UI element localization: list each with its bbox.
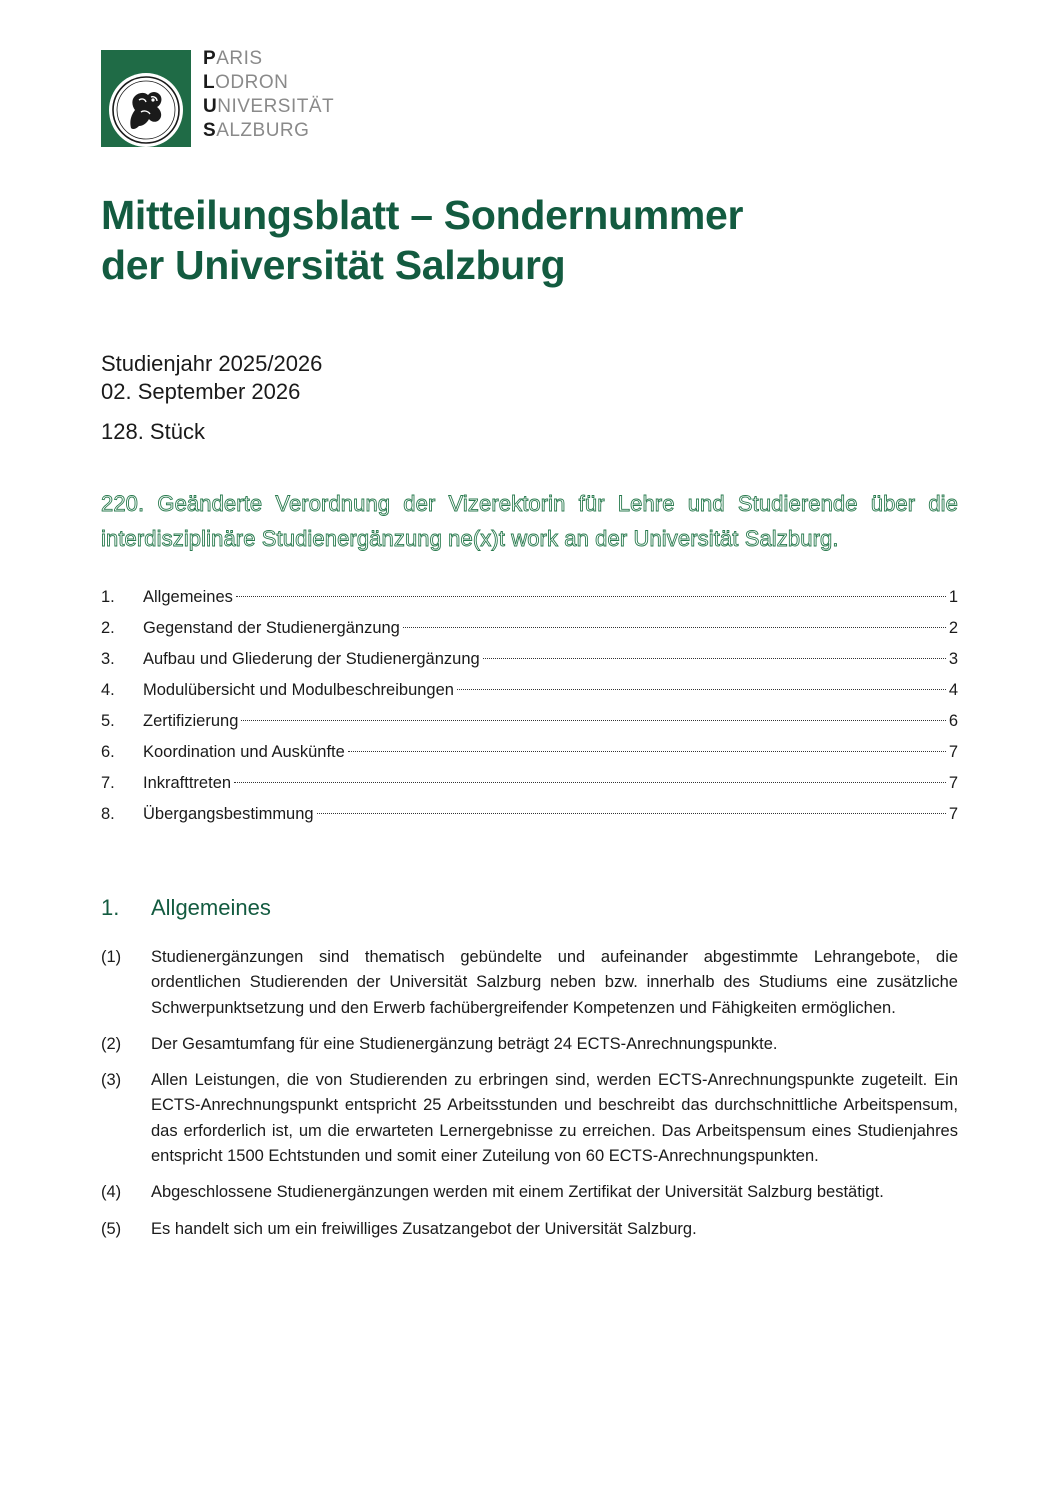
- toc-label: Übergangsbestimmung: [143, 805, 314, 823]
- toc-number: 1.: [101, 588, 115, 606]
- paragraph-text: Der Gesamtumfang für eine Studienergänzung beträgt 24 ECTS-Anrechnungspunkte.: [151, 1034, 778, 1053]
- toc-leader: [236, 596, 946, 597]
- toc-label: Inkrafttreten: [143, 774, 232, 792]
- toc-leader: [457, 689, 946, 690]
- toc-label: Koordination und Auskünfte: [143, 743, 345, 761]
- wordmark-line: PARIS: [203, 48, 263, 69]
- title-line-1: Mitteilungsblatt – Sondernummer: [101, 192, 744, 238]
- toc-entry[interactable]: [101, 739, 958, 770]
- toc-entry[interactable]: [101, 584, 958, 615]
- section-heading: [101, 893, 271, 923]
- document-title: [101, 190, 1001, 290]
- paragraph-number: (1): [101, 948, 122, 966]
- toc-number: 3.: [101, 650, 115, 668]
- section-number: 1.: [101, 895, 120, 920]
- issue-number: 128. Stück: [101, 419, 205, 444]
- toc-entry[interactable]: [101, 770, 958, 801]
- paragraph-text: Abgeschlossene Studienergänzungen werden mit einem Zertifikat der Universität Salzburg bestätigt.: [151, 1183, 884, 1202]
- toc-page: 7: [948, 805, 958, 823]
- paragraph: [101, 945, 958, 1021]
- toc-leader: [348, 751, 946, 752]
- toc-label: Modulübersicht und Modulbeschreibungen: [143, 681, 454, 699]
- toc-number: 8.: [101, 805, 115, 823]
- paragraph-text: Es handelt sich um ein freiwilliges Zusatzangebot der Universität Salzburg.: [151, 1219, 697, 1238]
- toc-leader: [403, 627, 946, 628]
- wordmark-line: SALZBURG: [203, 120, 310, 141]
- toc-page: 3: [948, 650, 958, 668]
- wordmark-line: UNIVERSITÄT: [203, 96, 335, 117]
- paragraph-number: (4): [101, 1183, 122, 1202]
- paragraph: [101, 1217, 958, 1242]
- toc-entry[interactable]: [101, 708, 958, 739]
- toc-entry[interactable]: [101, 801, 958, 832]
- announcement-heading: 220. Geänderte Verordnung der Vizerektorin für Lehre und Studierende über die interdisziplinäre Studienergänzung ne(x)t work an der Universität Salzburg.: [101, 491, 958, 551]
- university-wordmark: [203, 47, 334, 143]
- toc-leader: [234, 782, 946, 783]
- toc-label: Allgemeines: [143, 588, 233, 606]
- paragraph: [101, 1180, 958, 1205]
- toc-entry[interactable]: [101, 615, 958, 646]
- toc-number: 2.: [101, 619, 115, 637]
- toc-entry[interactable]: [101, 646, 958, 677]
- toc-number: 4.: [101, 681, 115, 699]
- toc-number: 5.: [101, 712, 115, 730]
- toc-page: 7: [948, 774, 958, 792]
- toc-leader: [317, 813, 946, 814]
- toc-number: 6.: [101, 743, 115, 761]
- toc-page: 7: [948, 743, 958, 761]
- toc-page: 2: [948, 619, 958, 637]
- paragraph: [101, 1068, 958, 1169]
- paragraph-number: (3): [101, 1071, 122, 1090]
- toc-leader: [241, 720, 945, 721]
- table-of-contents: [101, 584, 958, 832]
- paragraph-number: (5): [101, 1219, 122, 1238]
- wordmark-line: LODRON: [203, 72, 289, 93]
- toc-entry[interactable]: [101, 677, 958, 708]
- toc-page: 1: [948, 588, 958, 606]
- toc-page: 6: [948, 712, 958, 730]
- paragraph: [101, 1032, 958, 1057]
- paragraph-number: (2): [101, 1034, 122, 1053]
- academic-year: Studienjahr 2025/2026: [101, 351, 323, 376]
- toc-label: Gegenstand der Studienergänzung: [143, 619, 400, 637]
- toc-label: Zertifizierung: [143, 712, 239, 730]
- toc-page: 4: [948, 681, 958, 699]
- issue-date: 02. September 2026: [101, 379, 301, 404]
- section-title: Allgemeines: [151, 895, 271, 920]
- title-line-2: der Universität Salzburg: [101, 242, 566, 288]
- toc-leader: [483, 658, 946, 659]
- university-seal-logo: [101, 50, 191, 147]
- paragraph-text: Studienergänzungen sind thematisch gebündelte und aufeinander abgestimmte Lehrangebote, die ordentlichen Studierenden der Universität Salzburg neben bzw. innerhalb des Studiums eine zusätzliche Schwerpunktsetzung und den Erwerb fachübergreifender Kompetenzen und Fähigkeiten ermöglichen.: [151, 948, 958, 1017]
- section-body: [101, 945, 958, 1253]
- paragraph-text: Allen Leistungen, die von Studierenden zu erbringen sind, werden ECTS-Anrechnungspunkte zugeteilt. Ein ECTS-Anrechnungspunkt entspricht 25 Arbeitsstunden und beschreibt das durchschnittliche Arbeitspensum, das erforderlich ist, um die erwarteten Lernergebnisse zu erreichen. Das Arbeitspensum eines Studienjahres entspricht 1500 Echtstunden und somit einer Zuteilung von 60 ECTS-Anrechnungspunkten.: [151, 1071, 958, 1166]
- toc-number: 7.: [101, 774, 115, 792]
- toc-label: Aufbau und Gliederung der Studienergänzung: [143, 650, 480, 668]
